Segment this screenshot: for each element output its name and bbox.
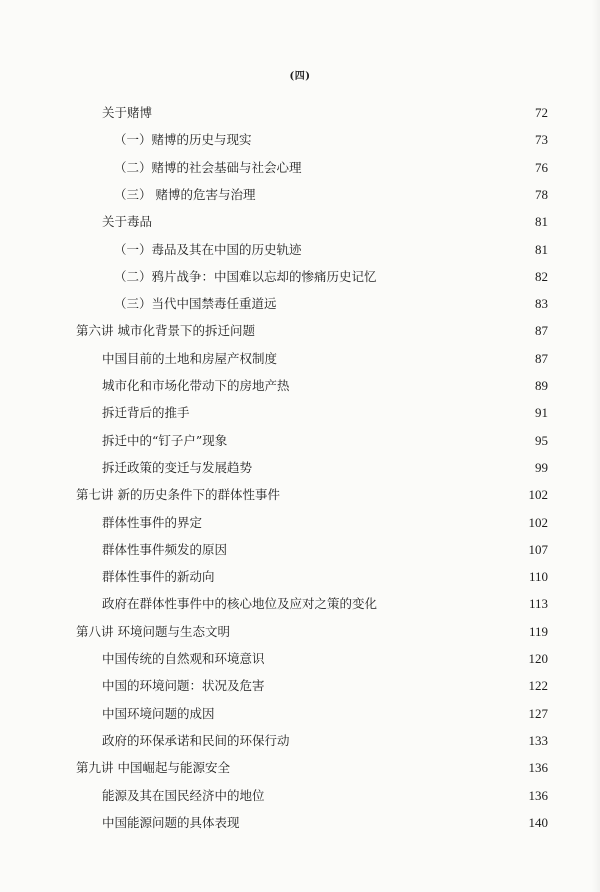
toc-entry-row (0, 212, 600, 232)
toc-page-number: 72 (535, 105, 548, 120)
toc-entry-title: 第九讲 中国崛起与能源安全 (76, 760, 230, 776)
toc-entry-title: （一）毒品及其在中国的历史轨迹 (114, 241, 302, 257)
toc-entry-title: （一）赌博的历史与现实 (114, 132, 252, 148)
toc-entry-title: 群体性事件的新动向 (102, 569, 215, 585)
toc-entry-title: 第七讲 新的历史条件下的群体性事件 (76, 487, 280, 503)
toc-entry-title: 第八讲 环境问题与生态文明 (76, 623, 230, 639)
toc-entry-title: 政府在群体性事件中的核心地位及应对之策的变化 (102, 596, 378, 612)
toc-entry-title: （二）鸦片战争：中国难以忘却的惨痛历史记忆 (114, 268, 377, 284)
toc-entry-title: 关于赌博 (102, 105, 153, 120)
toc-entry-row (0, 349, 600, 369)
toc-entry-title: 中国传统的自然观和环境意识 (102, 651, 265, 666)
toc-entry-row (0, 294, 600, 314)
toc-page-number: 83 (535, 296, 548, 312)
toc-page-number: 120 (528, 651, 548, 666)
toc-entry-row (0, 540, 600, 560)
toc-entry-title: （二）赌博的社会基础与社会心理 (114, 159, 302, 175)
toc-entry-row (0, 240, 600, 260)
toc-entry-title: 第六讲 城市化背景下的拆迁问题 (76, 323, 255, 339)
toc-entry-row (0, 813, 600, 833)
toc-page-number: 133 (528, 732, 548, 748)
toc-chapter-row (0, 485, 600, 505)
toc-page-number: 91 (535, 405, 548, 421)
toc-page-number: 87 (535, 350, 548, 366)
toc-page-number: 81 (535, 214, 548, 230)
toc-entry-row (0, 513, 600, 533)
toc-page-number: 102 (528, 514, 548, 530)
toc-entry-title: 政府的环保承诺和民间的环保行动 (102, 732, 290, 748)
toc-entry-title: 拆迁政策的变迁与发展趋势 (102, 459, 253, 475)
toc-entry-title: 中国的环境问题：状况及危害 (102, 678, 265, 694)
toc-entry-row (0, 704, 600, 724)
toc-chapter-row (0, 622, 600, 642)
toc-entry-row (0, 649, 600, 669)
toc-entry-row (0, 185, 600, 205)
page-number-marker: (四) (289, 71, 311, 82)
toc-page-number: 119 (528, 623, 548, 639)
toc-page-number: 89 (535, 378, 548, 393)
toc-entry-row (0, 403, 600, 423)
toc-entry-row (0, 130, 600, 150)
toc-entry-title: （三）当代中国禁毒任重道远 (114, 296, 277, 312)
toc-entry-row (0, 676, 600, 696)
toc-page-number: 76 (535, 159, 548, 175)
toc-page-number: 113 (528, 596, 548, 612)
toc-page-number: 87 (535, 323, 548, 339)
toc-entry-row (0, 731, 600, 751)
toc-entry-row (0, 431, 600, 451)
toc-entry-row (0, 458, 600, 478)
toc-page-number: 78 (535, 186, 548, 202)
toc-page-number: 102 (528, 487, 548, 503)
toc-page-number: 99 (535, 459, 548, 475)
toc-page-number: 73 (535, 132, 548, 148)
toc-page-number: 82 (535, 268, 548, 284)
toc-entry-title: 中国环境问题的成因 (102, 705, 215, 721)
toc-page-number: 136 (528, 760, 548, 776)
scan-edge-shadow (592, 0, 600, 892)
toc-entry-title: （三） 赌博的危害与治理 (114, 186, 256, 202)
toc-entry-title: 中国目前的土地和房屋产权制度 (102, 350, 278, 366)
toc-page-number: 110 (528, 569, 548, 585)
toc-page-number: 127 (528, 705, 548, 721)
toc-entry-row (0, 786, 600, 806)
toc-page-number: 95 (535, 432, 548, 448)
toc-entry-title: 能源及其在国民经济中的地位 (102, 787, 265, 803)
toc-entry-title: 城市化和市场化带动下的房地产热 (102, 378, 290, 393)
toc-page-number: 136 (528, 787, 548, 803)
toc-entry-title: 群体性事件频发的原因 (102, 541, 228, 557)
toc-entry-row (0, 567, 600, 587)
toc-page-number: 107 (528, 541, 548, 557)
toc-entry-title: 群体性事件的界定 (102, 514, 203, 530)
toc-entry-title: 关于毒品 (102, 214, 153, 230)
toc-entry-row (0, 158, 600, 178)
toc-entry-row (0, 103, 600, 123)
toc-page-number: 122 (528, 678, 548, 694)
toc-entry-row (0, 267, 600, 287)
toc-entry-title: 拆迁中的“钉子户”现象 (102, 432, 228, 448)
toc-page-number: 81 (535, 241, 548, 257)
toc-chapter-row (0, 321, 600, 341)
toc-entry-title: 中国能源问题的具体表现 (102, 814, 240, 830)
toc-entry-row (0, 594, 600, 614)
toc-chapter-row (0, 758, 600, 778)
toc-entry-row (0, 376, 600, 396)
toc-page-number: 140 (528, 814, 548, 830)
toc-entry-title: 拆迁背后的推手 (102, 405, 190, 421)
